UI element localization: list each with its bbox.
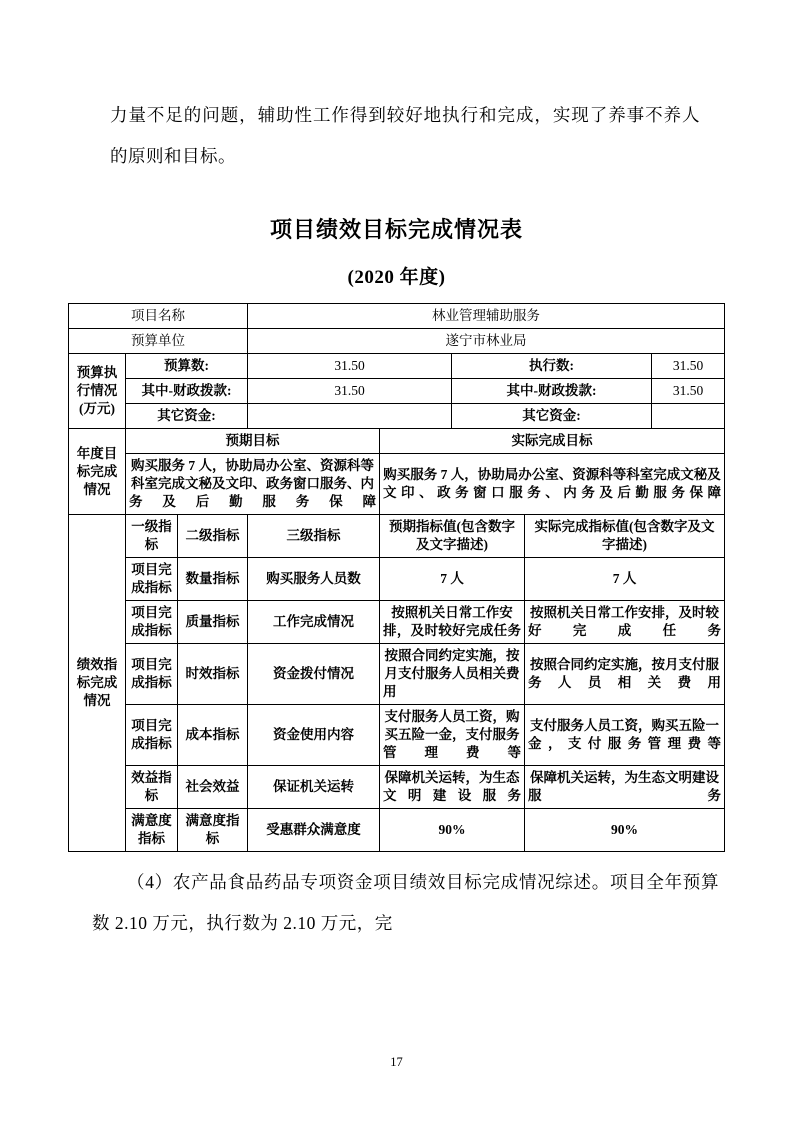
table-row — [69, 809, 725, 852]
table-row — [69, 354, 725, 379]
table-row — [69, 379, 725, 404]
budget-row-right-value: 31.50 — [652, 354, 725, 379]
cell-level1: 项目完成指标 — [126, 705, 178, 766]
table-row — [69, 329, 725, 354]
cell-level3: 保证机关运转 — [248, 766, 380, 809]
cell-expected: 按照机关日常工作安排，及时较好完成任务 — [380, 601, 525, 644]
table-row — [69, 705, 725, 766]
page-subtitle: (2020 年度) — [347, 267, 446, 288]
budget-row-left-value: 31.50 — [248, 379, 452, 404]
budget-unit-value: 遂宁市林业局 — [248, 329, 725, 354]
page-title: 项目绩效目标完成情况表 — [269, 217, 523, 242]
header-level1: 一级指标 — [126, 515, 178, 558]
perf-section-label: 绩效指标完成情况 — [69, 515, 126, 852]
budget-row-left-value: 31.50 — [248, 354, 452, 379]
project-name-value: 林业管理辅助服务 — [248, 304, 725, 329]
page-number: 17 — [390, 1055, 403, 1069]
cell-level2: 社会效益 — [178, 766, 248, 809]
budget-row-left-label: 其中-财政拨款: — [126, 379, 248, 404]
budget-row-right-value — [652, 404, 725, 429]
intro-paragraph: 力量不足的问题，辅助性工作得到较好地执行和完成，实现了养事不养人的原则和目标。 — [110, 105, 700, 166]
budget-row-left-label: 其它资金: — [126, 404, 248, 429]
actual-goal-text: 购买服务 7 人，协助局办公室、资源科等科室完成文秘及文印、政务窗口服务、内务及后勤服务保障 — [380, 454, 725, 515]
expected-goal-header: 预期目标 — [126, 429, 380, 454]
project-name-label: 项目名称 — [69, 304, 248, 329]
cell-expected: 支付服务人员工资，购买五险一金，支付服务管理费等 — [380, 705, 525, 766]
cell-level2: 质量指标 — [178, 601, 248, 644]
header-expected-value: 预期指标值(包含数字及文字描述) — [380, 515, 525, 558]
cell-expected: 7 人 — [380, 558, 525, 601]
cell-level2: 时效指标 — [178, 644, 248, 705]
table-row — [69, 454, 725, 515]
cell-actual: 按照机关日常工作安排，及时较好完成任务 — [525, 601, 725, 644]
table-row — [69, 601, 725, 644]
table-row — [69, 304, 725, 329]
header-level3: 三级指标 — [248, 515, 380, 558]
closing-paragraph: （4）农产品食品药品专项资金项目绩效目标完成情况综述。项目全年预算数 2.10 万元，执行数为 2.10 万元，完 — [92, 872, 719, 933]
budget-row-right-value: 31.50 — [652, 379, 725, 404]
cell-actual: 90% — [525, 809, 725, 852]
table-row — [69, 515, 725, 558]
performance-table — [68, 303, 725, 852]
table-row — [69, 766, 725, 809]
cell-level3: 购买服务人员数 — [248, 558, 380, 601]
cell-expected: 90% — [380, 809, 525, 852]
cell-level1: 满意度指标 — [126, 809, 178, 852]
cell-level1: 项目完成指标 — [126, 644, 178, 705]
closing-section — [68, 862, 725, 944]
cell-actual: 保障机关运转，为生态文明建设服务 — [525, 766, 725, 809]
cell-expected: 保障机关运转，为生态文明建设服务 — [380, 766, 525, 809]
cell-level3: 资金拨付情况 — [248, 644, 380, 705]
cell-expected: 按照合同约定实施，按月支付服务人员相关费用 — [380, 644, 525, 705]
cell-actual: 按照合同约定实施，按月支付服务人员相关费用 — [525, 644, 725, 705]
cell-level2: 满意度指标 — [178, 809, 248, 852]
cell-level3: 资金使用内容 — [248, 705, 380, 766]
annual-goal-label: 年度目标完成情况 — [69, 429, 126, 515]
table-row — [69, 404, 725, 429]
cell-level2: 数量指标 — [178, 558, 248, 601]
header-level2: 二级指标 — [178, 515, 248, 558]
cell-actual: 7 人 — [525, 558, 725, 601]
budget-row-right-label: 其中-财政拨款: — [452, 379, 652, 404]
expected-goal-text: 购买服务 7 人，协助局办公室、资源科等科室完成文秘及文印、政务窗口服务、内务及后勤服务保障 — [126, 454, 380, 515]
budget-unit-label: 预算单位 — [69, 329, 248, 354]
cell-level2: 成本指标 — [178, 705, 248, 766]
cell-level1: 项目完成指标 — [126, 558, 178, 601]
table-row — [69, 429, 725, 454]
cell-level3: 受惠群众满意度 — [248, 809, 380, 852]
budget-row-left-value — [248, 404, 452, 429]
cell-level1: 效益指标 — [126, 766, 178, 809]
cell-level1: 项目完成指标 — [126, 601, 178, 644]
table-row — [69, 558, 725, 601]
budget-row-right-label: 其它资金: — [452, 404, 652, 429]
table-row — [69, 644, 725, 705]
budget-row-left-label: 预算数: — [126, 354, 248, 379]
cell-level3: 工作完成情况 — [248, 601, 380, 644]
budget-exec-label: 预算执行情况(万元) — [69, 354, 126, 429]
actual-goal-header: 实际完成目标 — [380, 429, 725, 454]
header-actual-value: 实际完成指标值(包含数字及文字描述) — [525, 515, 725, 558]
cell-actual: 支付服务人员工资，购买五险一金，支付服务管理费等 — [525, 705, 725, 766]
budget-row-right-label: 执行数: — [452, 354, 652, 379]
